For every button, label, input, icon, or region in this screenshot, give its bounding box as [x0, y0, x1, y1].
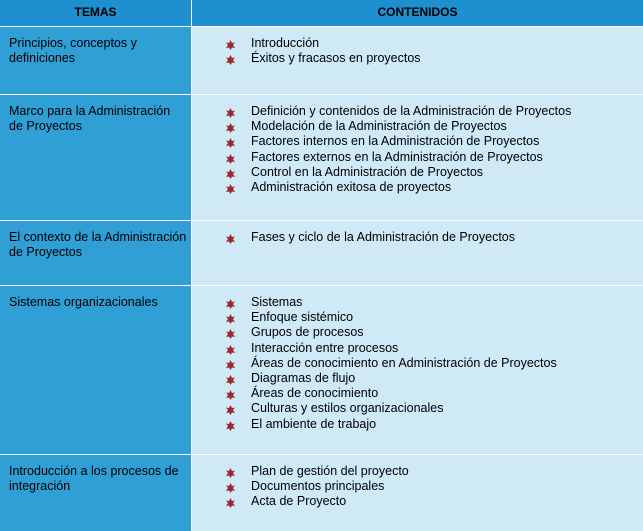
fleur-bullet-icon [226, 137, 235, 147]
fleur-bullet-icon [226, 107, 235, 117]
fleur-bullet-icon [226, 54, 235, 64]
fleur-bullet-icon [226, 39, 235, 49]
fleur-bullet-icon [226, 404, 235, 414]
tema-text: Sistemas organizacionales [9, 295, 158, 309]
table-row: Sistemas organizacionales Sistemas Enfoque sistémico Grupos de procesos Interacción entre procesos Áreas de conocimiento en Administración de Proyectos Diagramas de flujo Áreas de conocimiento Culturas y estilos organizacionales El ambiente de trabajo [0, 286, 643, 454]
fleur-bullet-icon [226, 168, 235, 178]
fleur-bullet-icon [226, 233, 235, 243]
table-row: Introducción a los procesos de integración Plan de gestión del proyecto Documentos principales Acta de Proyecto [0, 455, 643, 531]
table-row: Marco para la Administración de Proyectos Definición y contenidos de la Administración de Proyectos Modelación de la Administración de Proyectos Factores internos en la Administración de Proyectos Factores externos en la Administración de Proyectos Control en la Administración de Proyectos Administración exitosa de proyectos [0, 95, 643, 220]
tema-cell [0, 455, 191, 531]
header-temas: TEMAS [74, 5, 117, 19]
fleur-bullet-icon [226, 183, 235, 193]
tema-cell [0, 286, 191, 454]
header-contenidos: CONTENIDOS [377, 5, 458, 19]
tema-text: El contexto de la Administración de Proyectos [9, 230, 187, 259]
fleur-bullet-icon [226, 122, 235, 132]
fleur-bullet-icon [226, 482, 235, 492]
fleur-bullet-icon [226, 298, 235, 308]
fleur-bullet-icon [226, 153, 235, 163]
fleur-bullet-icon [226, 374, 235, 384]
tema-cell [0, 27, 191, 94]
fleur-bullet-icon [226, 328, 235, 338]
fleur-bullet-icon [226, 313, 235, 323]
fleur-bullet-icon [226, 344, 235, 354]
tema-text: Principios, conceptos y definiciones [9, 36, 137, 65]
fleur-bullet-icon [226, 497, 235, 507]
tema-text: Introducción a los procesos de integración [9, 464, 179, 493]
table-row: Principios, conceptos y definiciones Introducción Éxitos y fracasos en proyectos [0, 27, 643, 94]
fleur-bullet-icon [226, 389, 235, 399]
fleur-bullet-icon [226, 420, 235, 430]
tema-cell [0, 221, 191, 285]
fleur-bullet-icon [226, 467, 235, 477]
fleur-bullet-icon [226, 359, 235, 369]
table-row: El contexto de la Administración de Proyectos Fases y ciclo de la Administración de Proyectos [0, 221, 643, 285]
table-header [0, 0, 643, 26]
tema-cell [0, 95, 191, 220]
tema-text: Marco para la Administración de Proyectos [9, 104, 171, 133]
